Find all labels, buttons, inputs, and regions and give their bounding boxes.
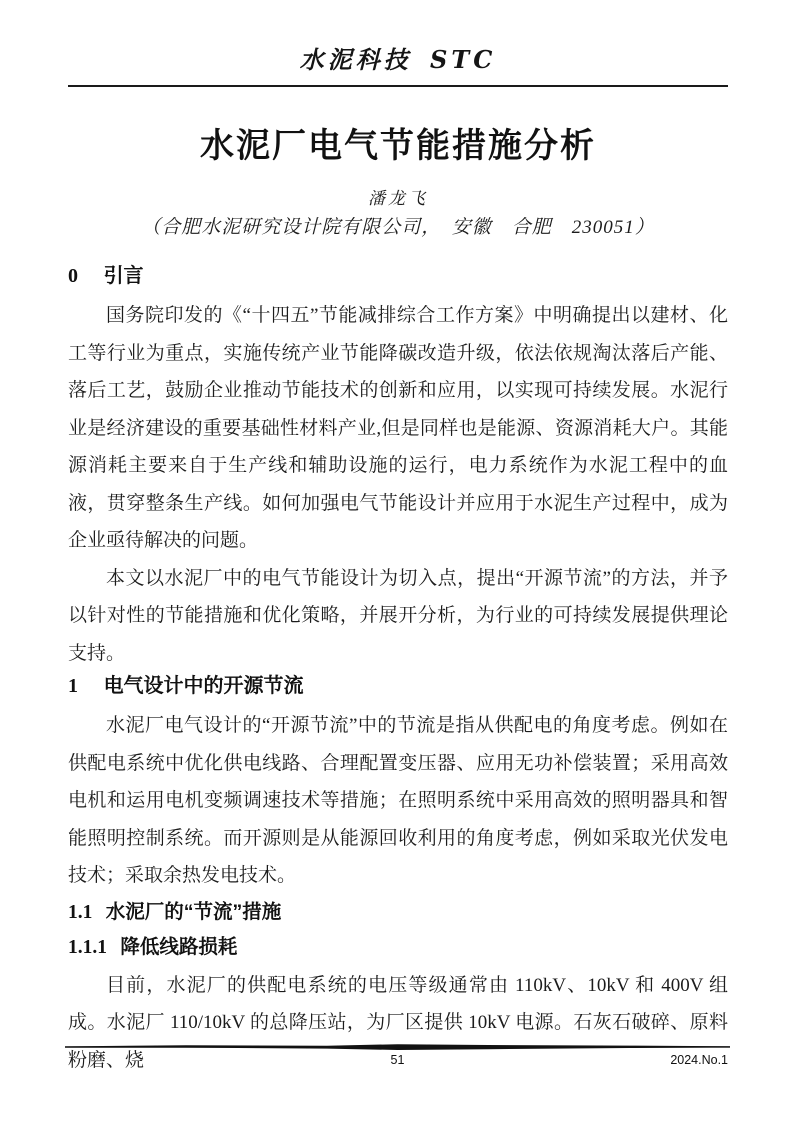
section-number: 1: [68, 675, 78, 697]
section-number: 1.1.1: [68, 936, 107, 958]
section-title: 降低线路损耗: [120, 935, 238, 958]
article-affiliation: （合肥水泥研究设计院有限公司， 安徽 合肥 230051）: [141, 217, 655, 238]
journal-title: 水泥科技 STC: [299, 45, 497, 74]
section-title: 引言: [103, 265, 144, 287]
section-heading-1: [68, 672, 728, 700]
issue-label: 2024.No.1: [670, 1053, 728, 1067]
page-number: 51: [390, 1053, 405, 1067]
section-title: 水泥厂的“节流”措施: [105, 900, 282, 923]
section-heading-1-1: [68, 897, 728, 928]
page-header: [68, 46, 728, 87]
paragraph: 国务院印发的《“十四五”节能减排综合工作方案》中明确提出以建材、化工等行业为重点，实施传统产业节能降碳改造升级，依法依规淘汰落后产能、落后工艺，鼓励企业推动节能技术的创新和应用，以实现可持续发展。水泥行业是经济建设的重要基础性材料产业,但是同样也是能源、资源消耗大户。其能源消耗主要来自于生产线和辅助设施的运行，电力系统作为水泥工程中的血液，贯穿整条生产线。如何加强电气节能设计并应用于水泥生产过程中，成为企业亟待解决的问题。: [68, 305, 728, 551]
header-rule: [68, 85, 728, 87]
section-number: 1.1: [68, 901, 93, 923]
paragraph: 目前，水泥厂的供配电系统的电压等级通常由 110kV、10kV 和 400V 组成。水泥厂 110/10kV 的总降压站，为厂区提供 10kV 电源。石灰石破碎、原料粉磨、烧: [68, 974, 728, 1071]
article-body: [68, 125, 728, 1079]
footer-row: [65, 1053, 730, 1069]
page-footer: [65, 1043, 730, 1069]
paragraph: 本文以水泥厂中的电气节能设计为切入点，提出“开源节流”的方法，并予以针对性的节能措施和优化策略，并展开分析，为行业的可持续发展提供理论支持。: [68, 567, 728, 664]
section-heading-1-1-1: [68, 932, 728, 963]
article-author: 潘龙飞: [368, 189, 428, 208]
section-number: 0: [68, 265, 78, 287]
paragraph: 水泥厂电气设计的“开源节流”中的节流是指从供配电的角度考虑。例如在供配电系统中优化供电线路、合理配置变压器、应用无功补偿装置；采用高效电机和运用电机变频调速技术等措施；在照明系统中采用高效的照明器具和智能照明控制系统。而开源则是从能源回收利用的角度考虑，例如采取光伏发电技术；采取余热发电技术。: [68, 715, 728, 886]
section-title: 电气设计中的开源节流: [103, 675, 304, 697]
section-heading-intro: [68, 262, 728, 290]
footer-rule: [65, 1043, 730, 1052]
article-title: 水泥厂电气节能措施分析: [200, 127, 596, 165]
